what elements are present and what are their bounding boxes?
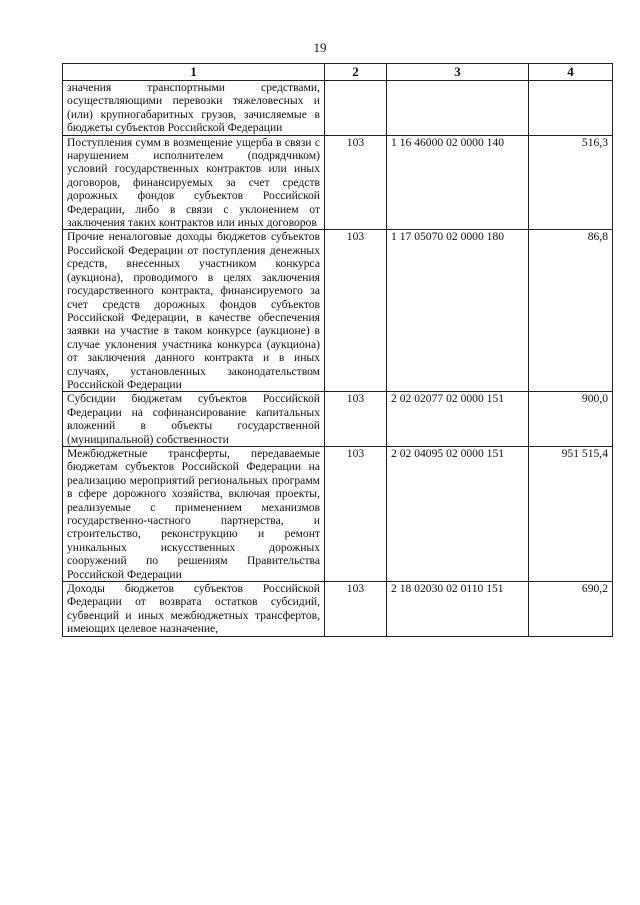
revenue-name-cell: Межбюджетные трансферты, передаваемые бюджетам субъектов Российской Федерации на реализацию мероприятий региональных программ в сфере дорожного хозяйства, включая проекты, реализуемые с применением механизмов государственно-частного партнерства, и строительство, реконструкцию и ремонт уникальных искусственных дорожных сооружений по решениям Правительства Российской Федерации	[63, 446, 325, 581]
amount-cell: 900,0	[529, 392, 613, 447]
revenue-name-cell: Прочие неналоговые доходы бюджетов субъектов Российской Федерации от поступления денежных средств, внесенных участником конкурса (аукциона), проводимого в целях заключения государственного контракта, финансируемого за счет средств дорожных фондов субъектов Российской Федерации, в качестве обеспечения заявки на участие в таком конкурсе (аукционе) в случае уклонения участника конкурса (аукциона) от заключения данного контракта и в иных случаях, установленных законодательством Российской Федерации	[63, 230, 325, 392]
budget-code-cell	[387, 81, 529, 136]
budget-code-cell: 1 17 05070 02 0000 180	[387, 230, 529, 392]
revenue-name-cell: Субсидии бюджетам субъектов Российской Федерации на софинансирование капитальных вложений в объекты государственной (муниципальной) собственности	[63, 392, 325, 447]
column-header-4: 4	[529, 64, 613, 81]
column-header-3: 3	[387, 64, 529, 81]
admin-code-cell: 103	[325, 446, 387, 581]
table-row	[63, 230, 613, 392]
table-row	[63, 582, 613, 637]
budget-code-cell: 2 18 02030 02 0110 151	[387, 582, 529, 637]
admin-code-cell: 103	[325, 135, 387, 230]
table-row	[63, 392, 613, 447]
revenue-name-cell: значения транспортными средствами, осуществляющими перевозки тяжеловесных и (или) крупногабаритных грузов, зачисляемые в бюджеты субъектов Российской Федерации	[63, 81, 325, 136]
admin-code-cell: 103	[325, 230, 387, 392]
amount-cell: 951 515,4	[529, 446, 613, 581]
column-header-2: 2	[325, 64, 387, 81]
page-number: 19	[313, 40, 327, 55]
budget-code-cell: 1 16 46000 02 0000 140	[387, 135, 529, 230]
table-row	[63, 135, 613, 230]
admin-code-cell: 103	[325, 582, 387, 637]
table-row	[63, 446, 613, 581]
admin-code-cell: 103	[325, 392, 387, 447]
amount-cell: 86,8	[529, 230, 613, 392]
revenue-name-cell: Поступления сумм в возмещение ущерба в связи с нарушением исполнителем (подрядчиком) условий государственных контрактов или иных договоров, финансируемых за счет средств дорожных фондов субъектов Российской Федерации, либо в связи с уклонением от заключения таких контрактов или иных договоров	[63, 135, 325, 230]
revenue-name-cell: Доходы бюджетов субъектов Российской Федерации от возврата остатков субсидий, субвенций и иных межбюджетных трансфертов, имеющих целевое назначение,	[63, 582, 325, 637]
amount-cell: 690,2	[529, 582, 613, 637]
budget-code-cell: 2 02 02077 02 0000 151	[387, 392, 529, 447]
table-header-row	[63, 64, 613, 81]
admin-code-cell	[325, 81, 387, 136]
revenue-table	[62, 63, 613, 637]
amount-cell: 516,3	[529, 135, 613, 230]
table-row	[63, 81, 613, 136]
budget-code-cell: 2 02 04095 02 0000 151	[387, 446, 529, 581]
column-header-1: 1	[63, 64, 325, 81]
amount-cell	[529, 81, 613, 136]
